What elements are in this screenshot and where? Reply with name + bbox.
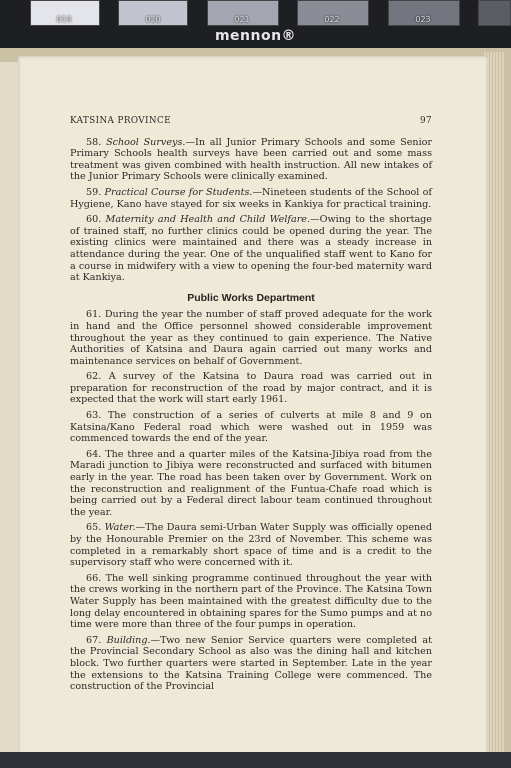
paragraph-number: 65. bbox=[86, 522, 105, 534]
paragraph bbox=[70, 522, 432, 568]
page-number: 97 bbox=[420, 116, 432, 126]
page-content bbox=[70, 116, 432, 697]
paragraph bbox=[70, 410, 432, 445]
paragraph-title: Maternity and Health and Child Welfare. bbox=[105, 214, 311, 226]
patch-number: 022 bbox=[324, 15, 340, 24]
paragraph-text: The construction of a series of culverts at mile 8 and 9 on Katsina/Kano Federal road which were washed out in 1959 was commenced towards the end of the year. bbox=[70, 410, 432, 445]
paragraph bbox=[70, 371, 432, 406]
paragraph-number: 67. bbox=[86, 634, 107, 646]
paragraph bbox=[70, 635, 432, 693]
patch-number: 023 bbox=[415, 15, 431, 24]
running-head: KATSINA PROVINCE bbox=[70, 116, 171, 126]
paragraph-title: Water. bbox=[104, 522, 136, 534]
brand-logo: mennon® bbox=[214, 28, 297, 44]
paragraph bbox=[70, 309, 432, 367]
paragraph-title: Building. bbox=[106, 634, 151, 646]
paragraph-text: —In all Junior Primary Schools and some Senior Primary Schools health surveys have been carried out and some mass treatment was given combined with health instruction. All new intakes of the Junior Primary Schools were clinically examined. bbox=[70, 136, 433, 183]
paragraph-text: —Owing to the shortage of trained staff, no further clinics could be opened during the year. The existing clinics were maintained and there was a steady increase in attendance during the year. One of the unqualified staff went to Kano for a course in midwifery with a view to opening the four-bed maternity ward at Kankiya. bbox=[70, 214, 432, 284]
color-patch bbox=[478, 0, 511, 26]
bottom-band bbox=[0, 752, 511, 768]
paragraph bbox=[70, 137, 432, 183]
paragraph bbox=[70, 573, 432, 631]
paragraph-text: A survey of the Katsina to Daura road was carried out in preparation for reconstruction of the road by major contract, and it is expected that the work will start early 1961. bbox=[70, 371, 432, 406]
paragraph-text: During the year the number of staff proved adequate for the work in hand and the Office personnel showed considerable improvement throughout the year as they continued to gain experience. The Native Authorities of Katsina and Daura again carried out many works and maintenance services on behalf of Government. bbox=[70, 309, 432, 367]
paragraph-group bbox=[70, 137, 432, 284]
patch-number: 019 bbox=[56, 15, 72, 24]
paragraph-title: School Surveys. bbox=[106, 136, 186, 148]
patch-number: 020 bbox=[145, 15, 161, 24]
paragraph bbox=[70, 449, 432, 519]
patch-number: 021 bbox=[234, 15, 250, 24]
paragraph-text: —Nineteen students of the School of Hygiene, Kano have stayed for six weeks in Kankiya for practical training. bbox=[70, 186, 432, 210]
paragraph-number: 66. bbox=[86, 572, 106, 584]
paragraph-text: —The Daura semi-Urban Water Supply was officially opened by the Honourable Premier on the 23rd of November. This scheme was completed in a remarkably short space of time and is a credit to the supervisory staff who were concerned with it. bbox=[70, 522, 432, 569]
paragraph-number: 61. bbox=[86, 309, 105, 321]
paragraph-number: 60. bbox=[86, 214, 106, 226]
paragraph-group bbox=[70, 309, 432, 692]
paragraph-text: The well sinking programme continued throughout the year with the crews working in the northern part of the Province. The Katsina Town Water Supply has been maintained with the greatest difficulty due to the long delay encountered in obtaining spares for the Sumo pumps and at no time were more than three of the four pumps in operation. bbox=[70, 572, 432, 631]
paragraph-number: 58. bbox=[86, 136, 107, 148]
paragraph-text: —Two new Senior Service quarters were completed at the Provincial Secondary School as also was the dining hall and kitchen block. Two further quarters were started in September. Late in the year the extensions to the Katsina Training College were commenced. The construction of the Provincial bbox=[70, 634, 432, 693]
page-header bbox=[70, 116, 432, 128]
paragraph-text: The three and a quarter miles of the Katsina-Jibiya road from the Maradi junction to Jibiya were reconstructed and surfaced with bitumen early in the year. The road has been taken over by Government. Work on the reconstruction and realignment of the Funtua-Chafe road which is being carried out by a Federal direct labour team continued throughout the year. bbox=[70, 448, 432, 518]
section-heading: Public Works Department bbox=[187, 291, 315, 304]
paragraph-number: 63. bbox=[86, 410, 108, 422]
paragraph bbox=[70, 214, 432, 284]
paragraph bbox=[70, 187, 432, 210]
paragraph-title: Practical Course for Students. bbox=[104, 186, 253, 198]
paragraph-number: 59. bbox=[86, 186, 105, 198]
paragraph-number: 64. bbox=[86, 448, 106, 460]
paragraph-number: 62. bbox=[86, 371, 109, 383]
color-calibration-strip bbox=[0, 0, 511, 52]
